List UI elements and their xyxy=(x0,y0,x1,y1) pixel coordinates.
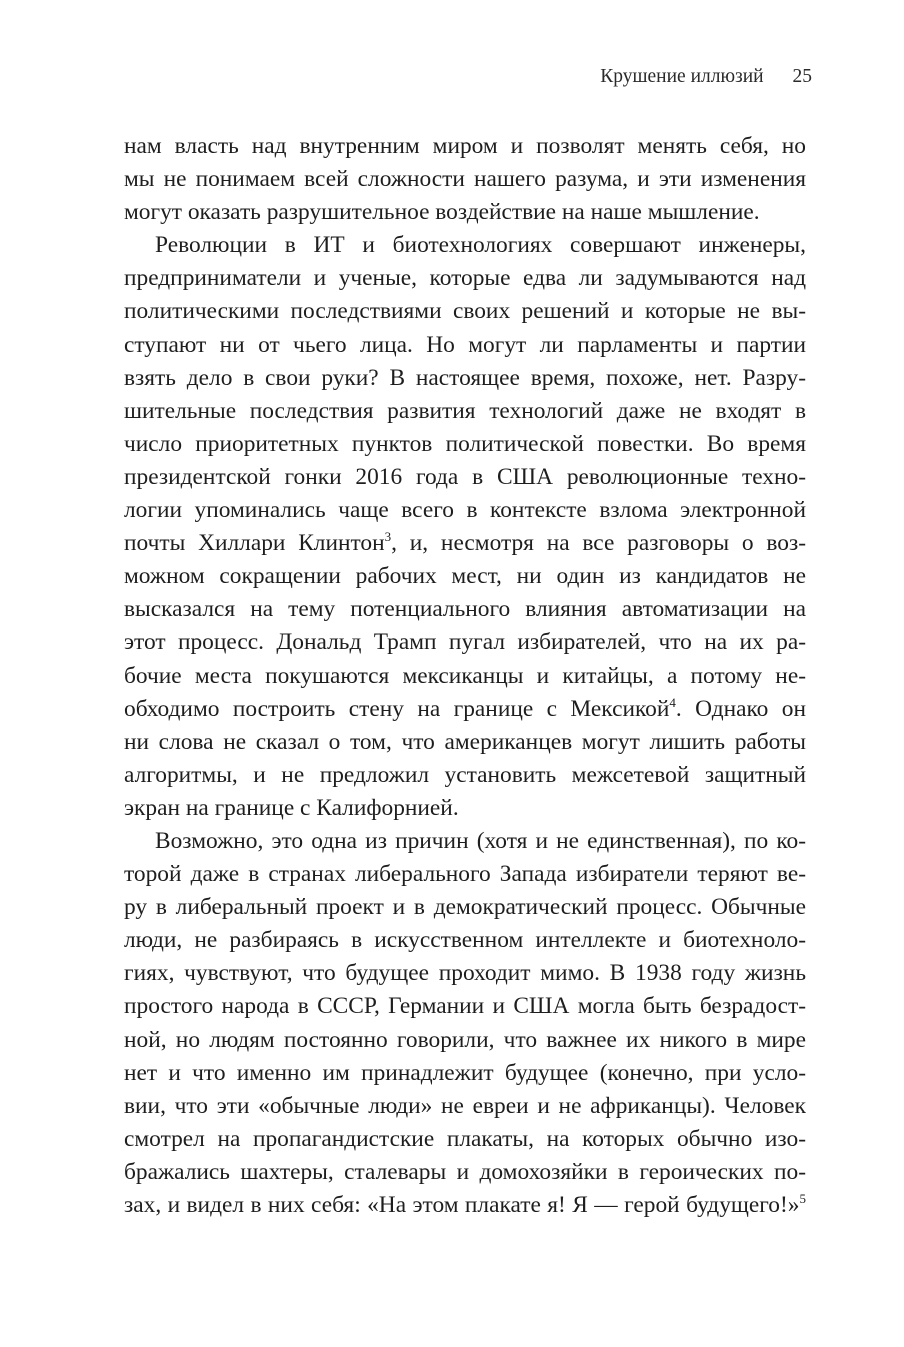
text-line xyxy=(124,726,806,759)
text-line-content: бочие места покушаются мексиканцы и китайцы, а потому не- xyxy=(124,662,806,689)
text-line-content: обходимо построить стену на границе с Мексикой xyxy=(124,695,670,722)
text-line xyxy=(124,329,806,362)
text-line xyxy=(124,858,806,891)
text-line-content: логии упоминались чаще всего в контексте взлома электронной xyxy=(124,497,806,524)
text-line-content: нет и что именно им принадлежит будущее (конечно, при усло- xyxy=(124,1059,806,1086)
text-line-content: ной, но людям постоянно говорили, что важнее их никого в мире xyxy=(124,1026,806,1053)
text-line xyxy=(124,428,806,461)
text-line-content: ни слова не сказал о том, что американцев могут лишить работы xyxy=(124,728,806,755)
text-line xyxy=(124,362,806,395)
text-line-content: этот процесс. Дональд Трамп пугал избирателей, что на их ра- xyxy=(124,629,806,656)
footnote-marker: 5 xyxy=(799,1191,806,1206)
running-title: Крушение иллюзий xyxy=(600,66,764,87)
page-number: 25 xyxy=(792,66,812,87)
text-line-content: предприниматели и ученые, которые едва ли задумываются над xyxy=(124,265,806,292)
text-line-content: политическими последствиями своих решений и которые не вы- xyxy=(124,298,806,325)
text-line xyxy=(124,461,806,494)
text-line xyxy=(124,527,806,560)
text-line-content: шительные последствия развития технологий даже не входят в xyxy=(124,397,806,424)
text-line xyxy=(124,626,806,659)
text-line xyxy=(124,262,806,295)
text-line-content: люди, не разбираясь в искусственном интеллекте и биотехноло- xyxy=(124,927,806,954)
text-line xyxy=(124,990,806,1023)
text-line-content: могут оказать разрушительное воздействие на наше мышление. xyxy=(124,199,760,226)
text-line xyxy=(124,1189,806,1222)
text-line-content: смотрел на пропагандистские плакаты, на которых обычно изо- xyxy=(124,1125,806,1152)
text-line-content: можном сокращении рабочих мест, ни один из кандидатов не xyxy=(124,563,806,590)
text-line xyxy=(124,825,806,858)
text-line xyxy=(124,1090,806,1123)
text-line xyxy=(124,593,806,626)
text-line-content: бражались шахтеры, сталевары и домохозяйки в героических по- xyxy=(124,1158,806,1185)
text-line-content: экран на границе с Калифорнией. xyxy=(124,794,459,821)
footnote-marker: 4 xyxy=(669,694,676,710)
text-line-content: алгоритмы, и не предложил установить межсетевой защитный xyxy=(124,761,806,788)
text-line xyxy=(124,196,806,229)
text-line-content: президентской гонки 2016 года в США революционные техно- xyxy=(124,463,806,490)
text-line-content: ступают ни от чьего лица. Но могут ли парламенты и партии xyxy=(124,331,806,358)
text-line xyxy=(124,130,806,163)
text-line xyxy=(124,693,806,726)
text-line-content: Революции в ИТ и биотехнологиях совершают инженеры, xyxy=(155,232,806,259)
text-line-content: мы не понимаем всей сложности нашего разума, и эти изменения xyxy=(124,166,806,193)
body-text xyxy=(124,130,806,1222)
text-line xyxy=(124,1057,806,1090)
text-line-content: торой даже в странах либерального Запада избиратели теряют ве- xyxy=(124,861,806,888)
text-line-content: зах, и видел в них себя: «На этом плакате я! Я — герой будущего!» xyxy=(124,1192,800,1218)
text-line xyxy=(124,924,806,957)
text-line xyxy=(124,1024,806,1057)
text-line xyxy=(124,295,806,328)
text-line-content: взять дело в свои руки? В настоящее время, похоже, нет. Разру- xyxy=(124,364,806,391)
text-line-content: простого народа в СССР, Германии и США могла быть безрадост- xyxy=(124,993,806,1020)
text-line-continuation: . Однако он xyxy=(675,695,806,722)
text-line xyxy=(124,792,806,825)
text-line-content: гиях, чувствуют, что будущее проходит мимо. В 1938 году жизнь xyxy=(124,960,806,987)
text-line-content: число приоритетных пунктов политической повестки. Во время xyxy=(124,430,806,457)
text-line xyxy=(124,395,806,428)
footnote-marker: 3 xyxy=(384,529,392,545)
text-line xyxy=(124,1156,806,1189)
text-line xyxy=(124,957,806,990)
text-line-content: почты Хиллари Клинтон xyxy=(124,530,385,557)
text-line xyxy=(124,759,806,792)
text-line-content: Возможно, это одна из причин (хотя и не единственная), по ко- xyxy=(155,827,806,854)
text-line xyxy=(124,229,806,262)
text-line xyxy=(124,494,806,527)
text-line xyxy=(124,660,806,693)
running-head xyxy=(600,66,812,88)
text-line xyxy=(124,891,806,924)
text-line-content: нам власть над внутренним миром и позволят менять себя, но xyxy=(124,133,806,159)
text-line-content: ру в либеральный проект и в демократический процесс. Обычные xyxy=(124,894,806,921)
text-line-continuation: , и, несмотря на все разговоры о воз- xyxy=(391,530,806,557)
text-line xyxy=(124,560,806,593)
text-line-content: вии, что эти «обычные люди» не евреи и не африканцы). Человек xyxy=(124,1092,806,1119)
text-line xyxy=(124,1123,806,1156)
text-line xyxy=(124,163,806,196)
text-line-content: высказался на тему потенциального влияния автоматизации на xyxy=(124,596,806,623)
